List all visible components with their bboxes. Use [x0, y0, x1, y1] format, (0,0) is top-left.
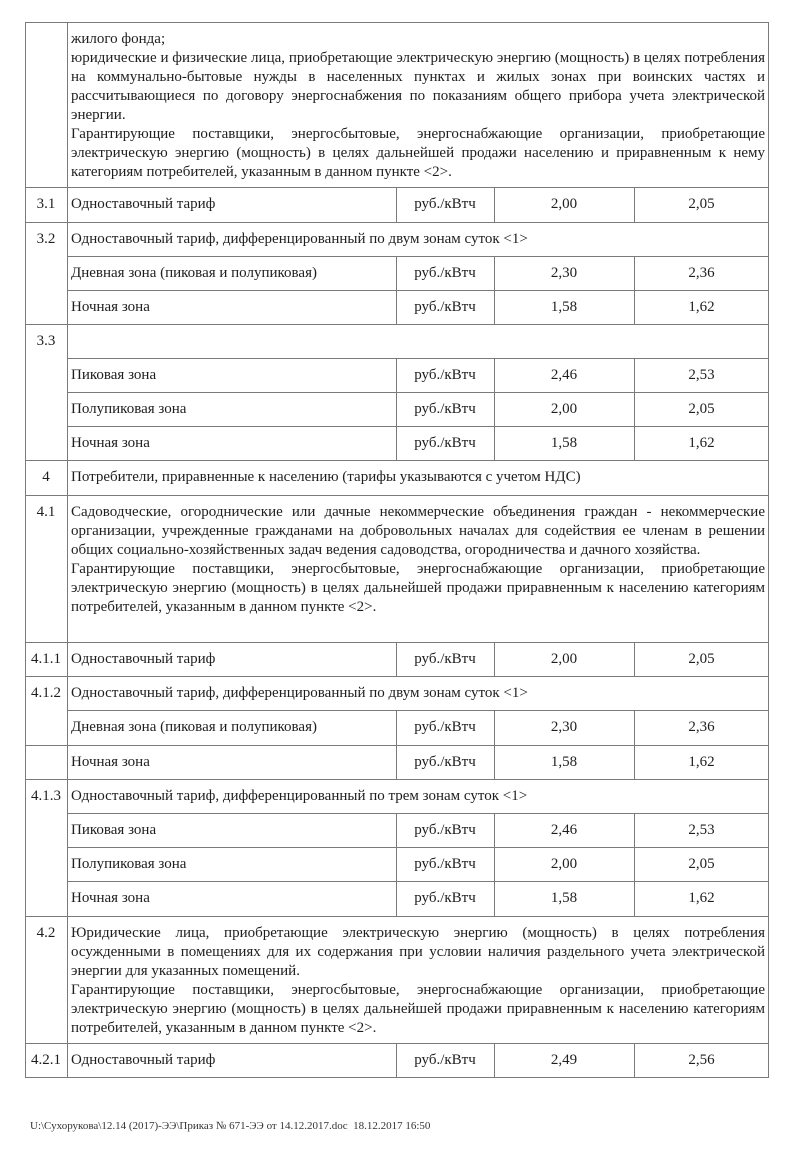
value-period-1: 1,58	[550, 435, 578, 451]
row-divider	[25, 324, 769, 325]
row-divider	[25, 676, 769, 677]
table-row	[25, 642, 769, 676]
zone-name: Ночная зона	[71, 890, 150, 906]
unit: руб./кВтч	[414, 299, 476, 315]
column-divider	[396, 813, 397, 916]
value-period-1: 1,58	[550, 890, 578, 906]
table-row	[25, 426, 769, 460]
value-period-1: 2,00	[550, 856, 578, 872]
row-divider	[25, 460, 769, 461]
category-description	[67, 495, 769, 642]
table-row	[25, 779, 769, 813]
unit: руб./кВтч	[414, 265, 476, 281]
value-period-1: 1,58	[550, 754, 578, 770]
category-paragraph-2: Гарантирующие поставщики, энергосбытовые, энергоснабжающие организации, приобретающие электрическую энергию (мощность) в целях дальнейшей продажи приравненным к населению категориям потребителей, указанным в данном пункте <2>.	[71, 982, 765, 1036]
intro-paragraph-1: жилого фонда;	[71, 31, 166, 47]
row-divider	[25, 1043, 769, 1044]
column-divider	[494, 642, 495, 676]
row-number: 3.3	[36, 333, 56, 349]
document-footer-path: U:\Сухорукова\12.14 (2017)-ЭЭ\Приказ № 671-ЭЭ от 14.12.2017.doc 18.12.2017 16:50	[30, 1120, 431, 1132]
column-divider	[396, 187, 397, 222]
unit: руб./кВтч	[414, 401, 476, 417]
column-divider	[634, 642, 635, 676]
row-divider	[25, 187, 769, 188]
intro-paragraph-3: Гарантирующие поставщики, энергосбытовые, энергоснабжающие организации, приобретающие электрическую энергию (мощность) в целях дальнейшей продажи населению и приравненным к нему категориям потребителей, указанным в данном пункте <2>.	[71, 126, 765, 180]
row-number: 3.2	[36, 231, 56, 247]
value-period-2: 2,53	[688, 367, 715, 383]
row-divider	[25, 916, 769, 917]
row-divider	[67, 847, 769, 848]
value-period-1: 2,46	[550, 367, 578, 383]
row-divider	[25, 22, 769, 23]
unit: руб./кВтч	[414, 651, 476, 667]
row-divider	[25, 745, 769, 746]
table-row	[25, 392, 769, 426]
value-period-2: 2,05	[688, 196, 715, 212]
row-number: 4.2.1	[31, 1052, 61, 1068]
zone-name: Ночная зона	[71, 299, 150, 315]
tariff-name: Одноставочный тариф, дифференцированный по двум зонам суток <1>	[71, 685, 528, 701]
table-row	[25, 358, 769, 392]
column-divider	[634, 813, 635, 916]
zone-name: Ночная зона	[71, 435, 150, 451]
unit: руб./кВтч	[414, 890, 476, 906]
table-row	[25, 222, 769, 256]
row-divider	[67, 358, 769, 359]
row-divider	[25, 779, 769, 780]
tariff-name: Одноставочный тариф, дифференцированный по двум зонам суток <1>	[71, 231, 528, 247]
tariff-name: Одноставочный тариф	[71, 196, 216, 212]
category-paragraph-1: Садоводческие, огороднические или дачные некоммерческие объединения граждан - некоммерческие организации, учрежденные гражданами на добровольных началах для содействия ее членам в решении общих социально-хозяйственных задач ведения садоводства, огородничества и дачного хозяйства.	[71, 504, 765, 558]
zone-name: Пиковая зона	[71, 367, 157, 383]
row-number: 4.1	[36, 504, 56, 520]
table-row	[25, 290, 769, 324]
unit: руб./кВтч	[414, 856, 476, 872]
table-row-section	[25, 460, 769, 495]
row-divider	[25, 222, 769, 223]
value-period-2: 2,05	[688, 856, 715, 872]
column-divider	[494, 1043, 495, 1077]
row-number	[25, 22, 67, 187]
table-row	[25, 1043, 769, 1077]
row-divider	[67, 710, 769, 711]
table-row	[25, 881, 769, 916]
row-divider	[67, 813, 769, 814]
unit: руб./кВтч	[414, 196, 476, 212]
category-paragraph-1: Юридические лица, приобретающие электрическую энергию (мощность) в целях потребления осужденными в помещениях для их содержания при условии наличия раздельного учета электрической энергии для указанных помещений.	[71, 925, 765, 979]
value-period-1: 1,58	[550, 299, 578, 315]
column-divider	[396, 642, 397, 676]
unit: руб./кВтч	[414, 719, 476, 735]
tariff-name: Одноставочный тариф	[71, 1052, 216, 1068]
intro-paragraph-2: юридические и физические лица, приобретающие электрическую энергию (мощность) в целях потребления на коммунально-бытовые нужды в населенных пунктах и жилых зонах при воинских частях и рассчитывающиеся по договору энергоснабжения по показаниям общего прибора учета электрической энергии.	[71, 50, 765, 123]
table-row	[25, 916, 769, 1043]
value-period-1: 2,46	[550, 822, 578, 838]
row-divider	[67, 426, 769, 427]
table-row-intro	[25, 22, 769, 187]
unit: руб./кВтч	[414, 435, 476, 451]
unit: руб./кВтч	[414, 1052, 476, 1068]
value-period-2: 1,62	[688, 435, 715, 451]
column-divider-number	[67, 22, 68, 1078]
zone-name: Ночная зона	[71, 754, 150, 770]
section-title: Потребители, приравненные к населению (тарифы указываются с учетом НДС)	[71, 469, 581, 485]
column-divider	[494, 187, 495, 222]
value-period-1: 2,30	[550, 719, 578, 735]
table-row	[25, 256, 769, 290]
zone-name: Дневная зона (пиковая и полупиковая)	[71, 719, 317, 735]
row-number: 4.1.2	[31, 685, 61, 701]
table-row	[25, 813, 769, 847]
value-period-2: 1,62	[688, 299, 715, 315]
zone-name: Полупиковая зона	[71, 856, 187, 872]
unit: руб./кВтч	[414, 754, 476, 770]
unit: руб./кВтч	[414, 367, 476, 383]
row-number: 4	[42, 469, 50, 485]
table-row	[25, 847, 769, 881]
row-divider	[67, 290, 769, 291]
value-period-1: 2,30	[550, 265, 578, 281]
table-row	[25, 187, 769, 222]
column-divider	[494, 813, 495, 916]
table-border-right	[768, 22, 769, 1078]
intro-text	[67, 22, 769, 187]
row-divider	[67, 881, 769, 882]
row-number: 4.1.1	[31, 651, 61, 667]
unit: руб./кВтч	[414, 822, 476, 838]
zone-name: Дневная зона (пиковая и полупиковая)	[71, 265, 317, 281]
table-row	[25, 676, 769, 710]
row-number: 4.1.3	[31, 788, 61, 804]
value-period-2: 2,53	[688, 822, 715, 838]
category-paragraph-2: Гарантирующие поставщики, энергосбытовые, энергоснабжающие организации, приобретающие электрическую энергию (мощность) в целях дальнейшей продажи приравненным к населению категориям потребителей, указанным в данном пункте <2>.	[71, 561, 765, 615]
column-divider	[494, 358, 495, 460]
value-period-1: 2,00	[550, 651, 578, 667]
tariff-name	[67, 324, 769, 358]
value-period-2: 2,56	[688, 1052, 715, 1068]
tariff-name: Одноставочный тариф	[71, 651, 216, 667]
table-border-left	[25, 22, 26, 1078]
table-row	[25, 745, 769, 779]
column-divider	[634, 187, 635, 222]
zone-name: Полупиковая зона	[71, 401, 187, 417]
value-period-2: 1,62	[688, 890, 715, 906]
row-divider	[67, 256, 769, 257]
row-divider	[25, 495, 769, 496]
column-divider	[634, 1043, 635, 1077]
table-row	[25, 324, 769, 358]
row-divider	[25, 1077, 769, 1078]
column-divider	[396, 1043, 397, 1077]
column-divider	[634, 358, 635, 460]
zone-name: Пиковая зона	[71, 822, 157, 838]
value-period-1: 2,00	[550, 196, 578, 212]
row-divider	[67, 392, 769, 393]
tariff-name: Одноставочный тариф, дифференцированный по трем зонам суток <1>	[71, 788, 528, 804]
value-period-2: 1,62	[688, 754, 715, 770]
value-period-1: 2,00	[550, 401, 578, 417]
table-row	[25, 710, 769, 745]
value-period-1: 2,49	[550, 1052, 578, 1068]
value-period-2: 2,36	[688, 719, 715, 735]
column-divider	[396, 358, 397, 460]
value-period-2: 2,05	[688, 651, 715, 667]
row-divider	[25, 642, 769, 643]
row-number: 4.2	[36, 925, 56, 941]
value-period-2: 2,36	[688, 265, 715, 281]
value-period-2: 2,05	[688, 401, 715, 417]
category-description	[67, 916, 769, 1043]
table-row	[25, 495, 769, 642]
row-number: 3.1	[36, 196, 56, 212]
